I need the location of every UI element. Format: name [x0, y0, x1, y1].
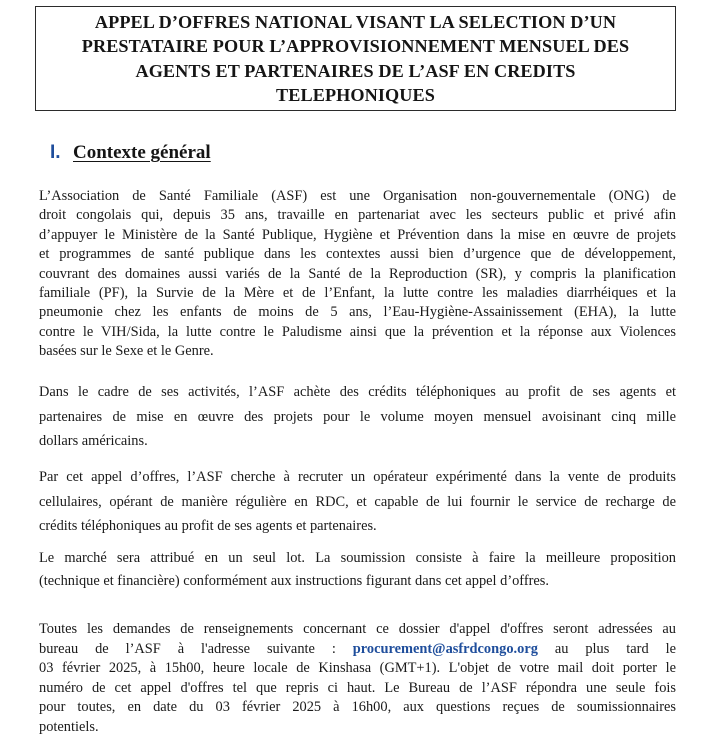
document-title-box — [35, 6, 676, 111]
email-suffix-text: au plus tard le — [537, 640, 676, 657]
paragraph-lot — [39, 547, 676, 593]
title-line-3: AGENTS ET PARTENAIRES DE L’ASF EN CREDITS — [135, 60, 576, 81]
paragraph-line-with-email — [39, 640, 676, 660]
section-title: Contexte général — [73, 142, 211, 163]
title-line-4: TELEPHONIQUES — [276, 85, 435, 105]
paragraph-line: (technique et financière) conformément aux instructions figurant dans cet appel d’offres. — [39, 573, 550, 589]
paragraph-inquiries — [39, 620, 676, 738]
title-line-2: PRESTATAIRE POUR L’APPROVISIONNEMENT MENSUEL DES — [81, 36, 630, 56]
section-number: I. — [50, 142, 61, 163]
paragraph-line: L’Association de Santé Familiale (ASF) est une Organisation non-gouvernementale (ONG) de — [39, 188, 676, 204]
paragraph-line: Le marché sera attribué en un seul lot. La soumission consiste à faire la meilleure proposition — [39, 550, 676, 566]
paragraph-line: Par cet appel d’offres, l’ASF cherche à recruter un opérateur expérimenté dans la vente de produits — [39, 469, 676, 485]
paragraph-line: cellulaires, opérant de manière régulière en RDC, et capable de lui fournir le service de recharge de — [39, 493, 676, 510]
paragraph-line: pneumonie chez les enfants de moins de 5 ans, l’Eau-Hygiène-Assainissement (EHA), la lutte — [39, 304, 676, 321]
paragraph-objective — [39, 465, 676, 539]
paragraph-line: crédits téléphoniques au profit de ses agents et partenaires. — [39, 518, 377, 534]
paragraph-line: dollars américains. — [39, 433, 148, 449]
paragraph-line: pour toutes, en date du 03 février 2025 à 16h00, aux questions reçues de soumissionnaires — [39, 699, 676, 716]
procurement-email-link[interactable]: procurement@asfrdcongo.org — [352, 640, 538, 657]
paragraph-line: contre le VIH/Sida, la lutte contre le Paludisme ainsi que la prévention et la réponse aux Violences — [39, 323, 676, 340]
paragraph-line: d’appuyer le Ministère de la Santé Publique, Hygiène et Prévention dans la mise en œuvre de projets — [39, 226, 676, 243]
title-line-1: APPEL D’OFFRES NATIONAL VISANT LA SELECTION D’UN — [94, 11, 617, 32]
paragraph-line: basées sur le Sexe et le Genre. — [39, 343, 214, 360]
paragraph-line: potentiels. — [39, 718, 99, 735]
paragraph-line: numéro de cet appel d'offres tel que repris ci haut. Le Bureau de l’ASF répondra une seule fois — [39, 679, 676, 696]
paragraph-activities — [39, 380, 676, 454]
paragraph-line: Toutes les demandes de renseignements concernant ce dossier d'appel d'offres seront adressées au — [39, 621, 676, 637]
email-prefix-text: bureau de l’ASF à l'adresse suivante : — [39, 640, 353, 657]
paragraph-context — [39, 187, 676, 362]
paragraph-line: et programmes de santé publique dans les contextes aussi bien d’urgence que de développement, — [39, 246, 676, 263]
paragraph-line: Dans le cadre de ses activités, l’ASF achète des crédits téléphoniques au profit de ses agents et — [39, 384, 676, 400]
paragraph-line: 03 février 2025, à 15h00, heure locale de Kinshasa (GMT+1). L'objet de votre mail doit porter le — [39, 660, 676, 677]
section-heading — [50, 141, 211, 165]
paragraph-line: couvrant des domaines aussi variés de la Santé de la Reproduction (SR), y compris la planification — [39, 265, 676, 282]
paragraph-line: droit congolais qui, depuis 35 ans, travaille en partenariat avec les secteurs public et privé afin — [39, 207, 676, 224]
paragraph-line: partenaires de mise en œuvre des projets pour le volume moyen mensuel avoisinant cinq mille — [39, 408, 676, 425]
paragraph-line: familiale (PF), la Survie de la Mère et de l’Enfant, la lutte contre les maladies diarrhéiques et la — [39, 285, 676, 302]
